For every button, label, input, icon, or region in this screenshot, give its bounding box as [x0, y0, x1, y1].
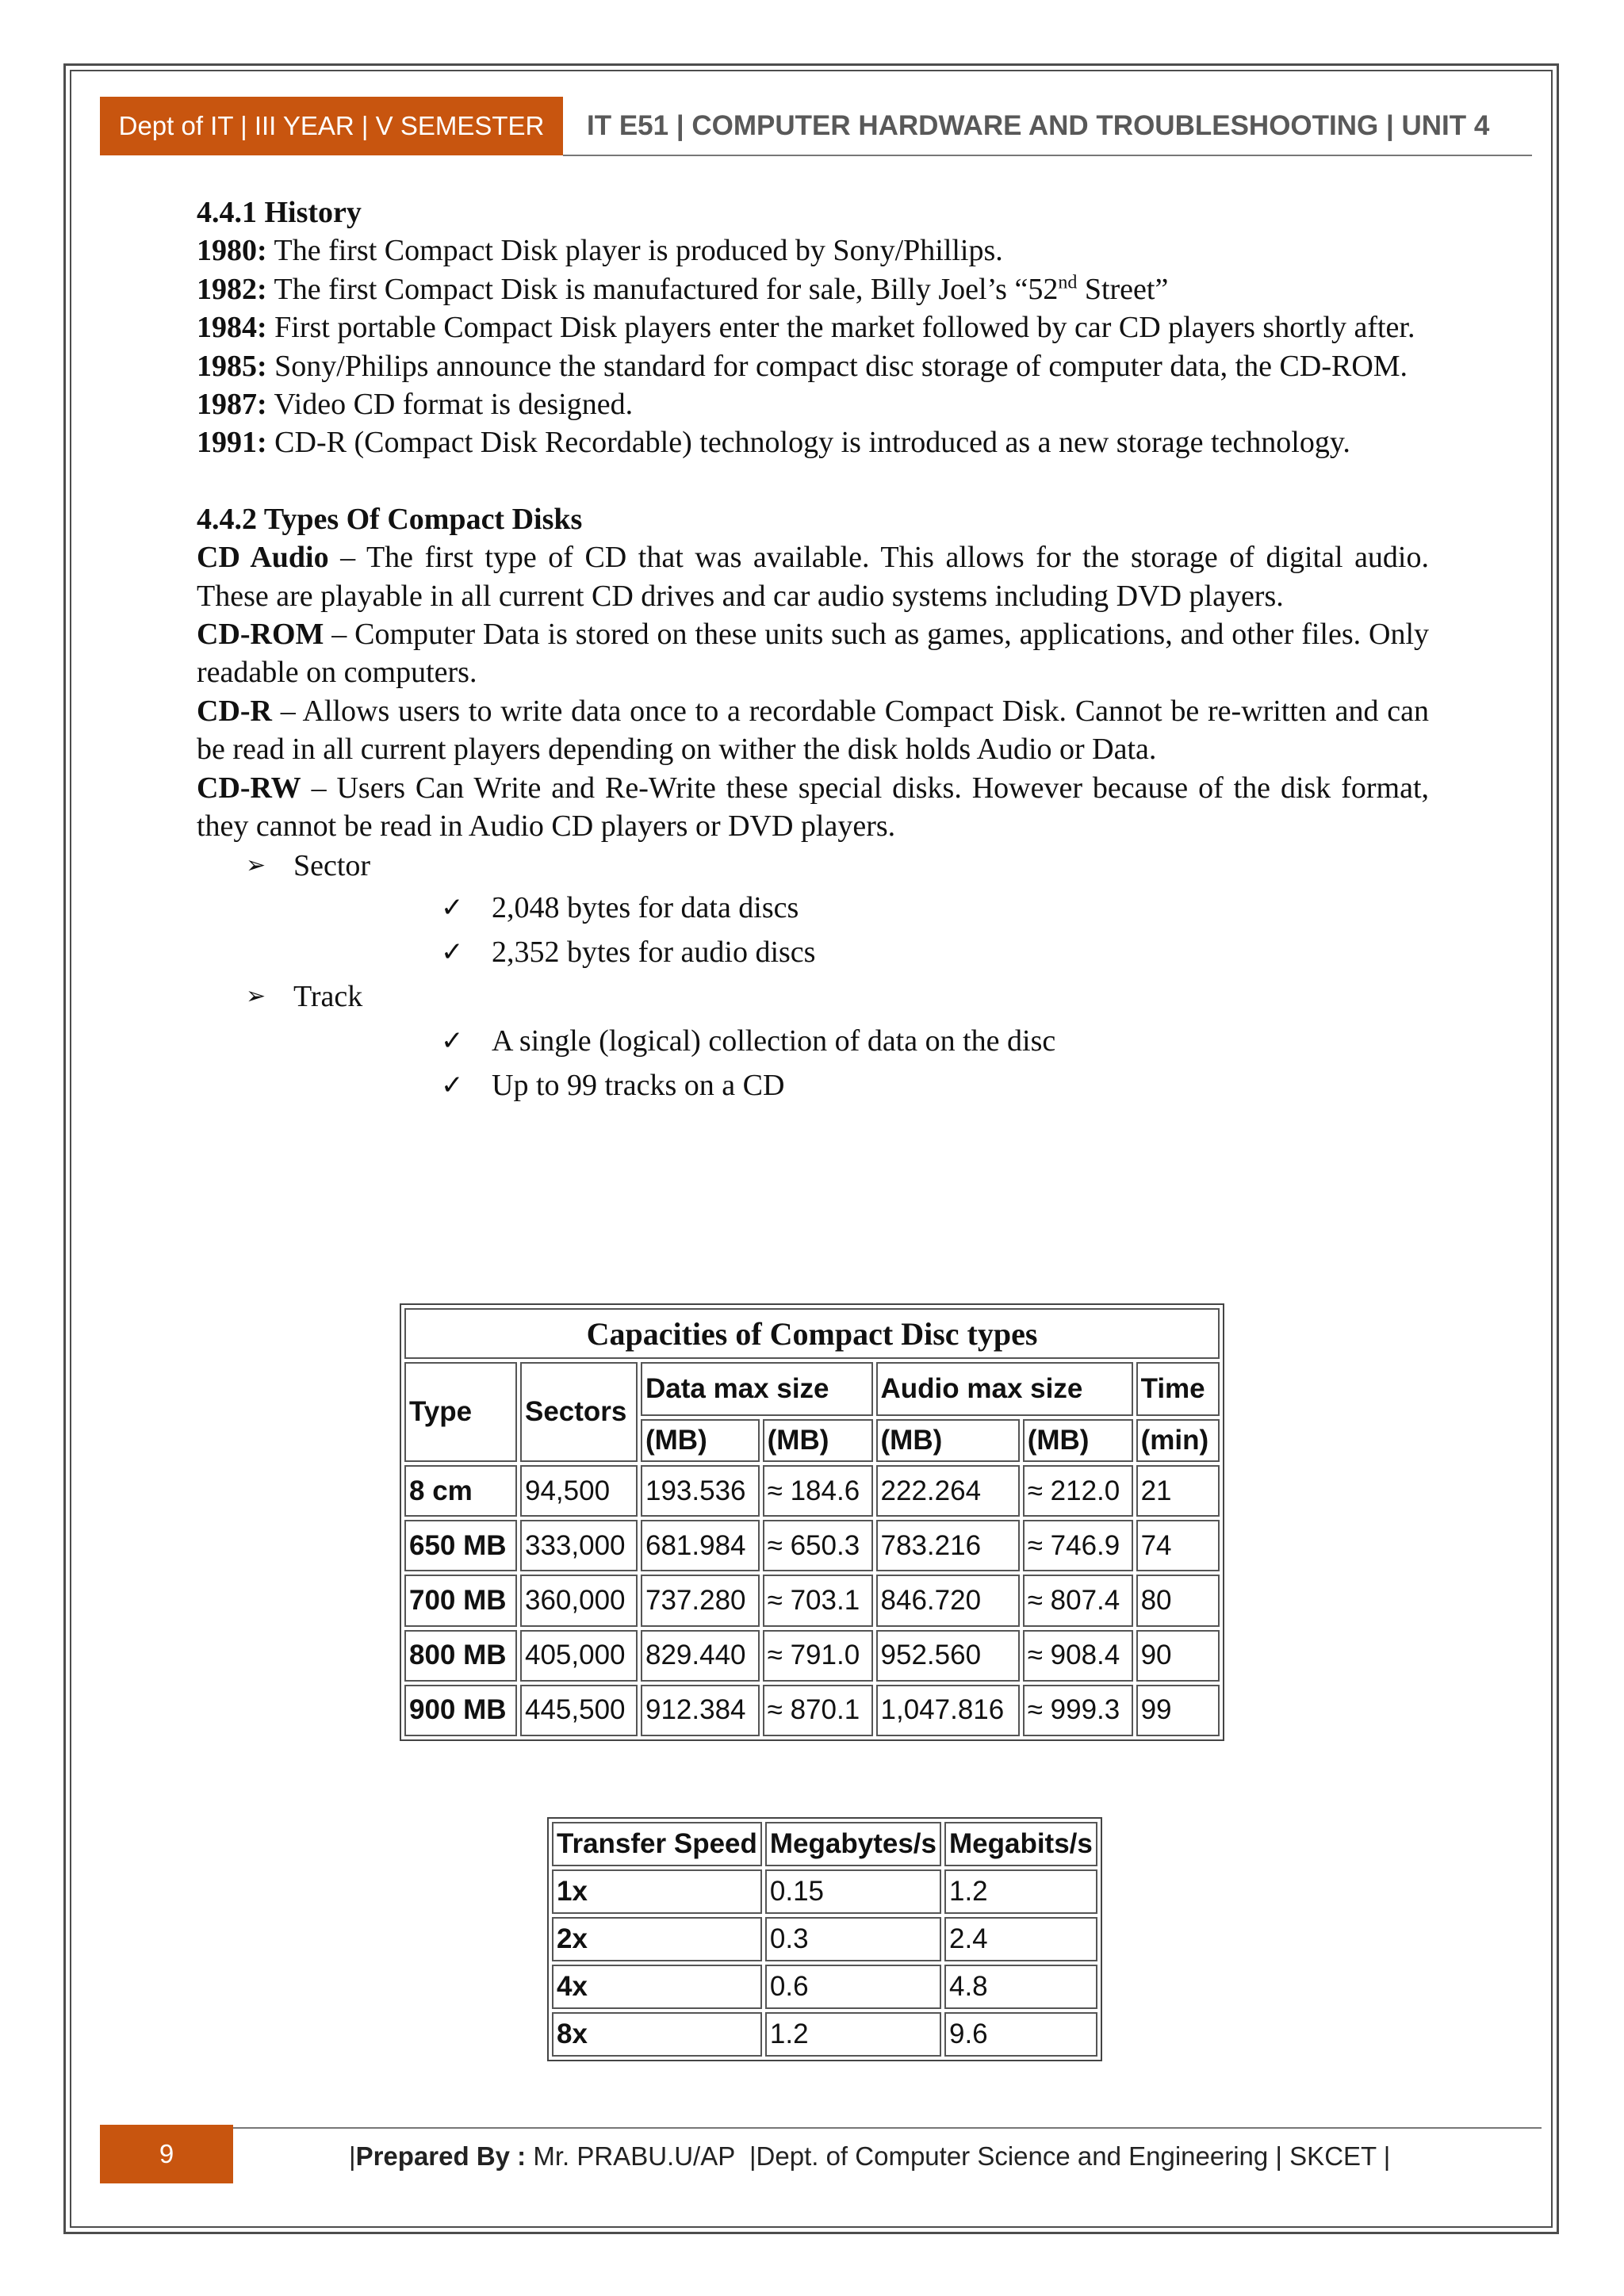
- table-cell: ≈ 999.3: [1023, 1685, 1133, 1736]
- section-title-history: 4.4.1 History: [197, 196, 362, 229]
- table-cell: 783.216: [876, 1520, 1020, 1571]
- table-cell: 1x: [552, 1869, 762, 1914]
- cd-type-text: – Computer Data is stored on these units such as games, applications, and other files. Only readable on computers.: [197, 618, 1430, 690]
- table-cell: 445,500: [520, 1685, 638, 1736]
- history-text: Video CD format is designed.: [274, 388, 634, 422]
- history-year: 1991:: [197, 426, 267, 460]
- table-cell: 681.984: [641, 1520, 760, 1571]
- footer-prepared-label: Prepared By :: [355, 2141, 527, 2171]
- header-unit: (MB): [1023, 1419, 1133, 1462]
- history-year: 1984:: [197, 311, 267, 345]
- header-course-title: IT E51 | COMPUTER HARDWARE AND TROUBLESHOOTING | UNIT 4: [587, 110, 1490, 141]
- section-title-types: 4.4.2 Types Of Compact Disks: [197, 502, 583, 536]
- cd-type-name: CD-ROM: [197, 618, 324, 652]
- table-cell: 0.15: [765, 1869, 941, 1914]
- bullet-label: Sector: [293, 848, 371, 882]
- table-cell: 405,000: [520, 1630, 638, 1682]
- table-cell: 21: [1136, 1465, 1220, 1517]
- table-cell: 0.6: [765, 1965, 941, 2009]
- table-cell: 900 MB: [404, 1685, 517, 1736]
- check-item-text: 2,352 bytes for audio discs: [492, 935, 816, 969]
- header-dept-label: Dept of IT | III YEAR | V SEMESTER: [100, 97, 563, 155]
- cd-type-name: CD-R: [197, 694, 272, 728]
- table-row: [404, 1630, 1220, 1682]
- history-item: [197, 347, 1429, 385]
- header-unit: (MB): [876, 1419, 1020, 1462]
- table-cell: 193.536: [641, 1465, 760, 1517]
- table-row: [404, 1575, 1220, 1626]
- history-text-after: Street”: [1077, 272, 1169, 306]
- cd-type-text: – The first type of CD that was available. This allows for the storage of digital audio. These are playable in all current CD drives and car audio systems including DVD players.: [197, 541, 1429, 613]
- table-row: [552, 1869, 1097, 1914]
- history-year: 1982:: [197, 272, 267, 306]
- cd-type-text: – Allows users to write data once to a recordable Compact Disk. Cannot be re-written and can be read in all current players depending on wither the disk holds Audio or Data.: [197, 694, 1429, 767]
- table-cell: 94,500: [520, 1465, 638, 1517]
- table-cell: 8 cm: [404, 1465, 517, 1517]
- table-row: [552, 1917, 1097, 1961]
- cd-type-item: [197, 538, 1429, 615]
- table-row: [552, 1965, 1097, 2009]
- check-item-text: 2,048 bytes for data discs: [492, 890, 799, 924]
- history-text: The first Compact Disk is manufactured for sale, Billy Joel’s “52: [274, 272, 1059, 306]
- table-row: [404, 1520, 1220, 1571]
- cd-type-item: [197, 692, 1429, 769]
- header-unit: (MB): [641, 1419, 760, 1462]
- history-year: 1980:: [197, 234, 267, 268]
- table-cell: 360,000: [520, 1575, 638, 1626]
- footer-prepared-text: Mr. PRABU.U/AP |Dept. of Computer Science and Engineering | SKCET |: [526, 2141, 1391, 2171]
- bullet-label: Track: [293, 979, 363, 1013]
- table-cell: ≈ 184.6: [763, 1465, 873, 1517]
- table-cell: 1,047.816: [876, 1685, 1020, 1736]
- table-cell: ≈ 807.4: [1023, 1575, 1133, 1626]
- table-header-cell: Megabits/s: [944, 1822, 1097, 1866]
- header-sectors: Sectors: [520, 1362, 638, 1462]
- cd-type-name: CD-RW: [197, 771, 301, 805]
- table-cell: 700 MB: [404, 1575, 517, 1626]
- table-cell: 912.384: [641, 1685, 760, 1736]
- table-cell: 2.4: [944, 1917, 1097, 1961]
- cd-type-name: CD Audio: [197, 541, 329, 575]
- table-cell: 737.280: [641, 1575, 760, 1626]
- history-year: 1985:: [197, 349, 267, 383]
- history-item: [197, 270, 1429, 308]
- history-item: [197, 385, 1429, 423]
- footer-rule: [233, 2127, 1542, 2129]
- table-cell: ≈ 703.1: [763, 1575, 873, 1626]
- table-header-cell: Megabytes/s: [765, 1822, 941, 1866]
- transfer-speed-table: [547, 1817, 1102, 2061]
- table-cell: 2x: [552, 1917, 762, 1961]
- table-cell: 74: [1136, 1520, 1220, 1571]
- table-title: Capacities of Compact Disc types: [404, 1308, 1220, 1359]
- header-unit: (MB): [763, 1419, 873, 1462]
- table-cell: 222.264: [876, 1465, 1020, 1517]
- table-cell: 90: [1136, 1630, 1220, 1682]
- arrow-bullet-icon: ➢: [246, 851, 266, 879]
- table-header-row: [552, 1822, 1097, 1866]
- cd-type-item: [197, 615, 1429, 692]
- table-cell: 4.8: [944, 1965, 1097, 2009]
- table-cell: 846.720: [876, 1575, 1020, 1626]
- history-year: 1987:: [197, 388, 267, 422]
- table-cell: 4x: [552, 1965, 762, 2009]
- checkmark-icon: ✓: [441, 1069, 464, 1101]
- check-item: [197, 1019, 1429, 1063]
- superscript: nd: [1058, 272, 1078, 293]
- arrow-bullet-icon: ➢: [246, 982, 266, 1010]
- table-cell: ≈ 746.9: [1023, 1520, 1133, 1571]
- checkmark-icon: ✓: [441, 1024, 464, 1057]
- table-row: [404, 1685, 1220, 1736]
- checkmark-icon: ✓: [441, 891, 464, 924]
- header-type: Type: [404, 1362, 517, 1462]
- history-text: CD-R (Compact Disk Recordable) technology is introduced as a new storage technology.: [274, 426, 1350, 460]
- bullet-sector: [197, 846, 1429, 886]
- footer-page-number: 9: [100, 2125, 233, 2183]
- cd-type-text: – Users Can Write and Re-Write these special disks. However because of the disk format, they cannot be read in Audio CD players or DVD players.: [197, 771, 1430, 844]
- main-content: [197, 193, 1429, 1108]
- table-cell: 8x: [552, 2012, 762, 2057]
- table-cell: 952.560: [876, 1630, 1020, 1682]
- check-item-text: A single (logical) collection of data on the disc: [492, 1024, 1056, 1058]
- footer-credit: [349, 2133, 1459, 2180]
- header-rule: [563, 155, 1532, 156]
- table-cell: ≈ 212.0: [1023, 1465, 1133, 1517]
- table-row: [404, 1465, 1220, 1517]
- bullet-track: [197, 974, 1429, 1019]
- table-cell: 0.3: [765, 1917, 941, 1961]
- cd-type-item: [197, 769, 1429, 846]
- check-item-text: Up to 99 tracks on a CD: [492, 1068, 785, 1102]
- table-cell: ≈ 870.1: [763, 1685, 873, 1736]
- table-cell: 333,000: [520, 1520, 638, 1571]
- table-row: [552, 2012, 1097, 2057]
- table-cell: ≈ 791.0: [763, 1630, 873, 1682]
- history-text: The first Compact Disk player is produced by Sony/Phillips.: [274, 234, 1003, 268]
- table-cell: 1.2: [765, 2012, 941, 2057]
- check-item: [197, 886, 1429, 930]
- header-audio-max: Audio max size: [876, 1362, 1133, 1416]
- header-unit: (min): [1136, 1419, 1220, 1462]
- history-item: [197, 308, 1429, 346]
- table-cell: 650 MB: [404, 1520, 517, 1571]
- history-text: First portable Compact Disk players enter the market followed by car CD players shortly after.: [274, 311, 1415, 345]
- table-header-cell: Transfer Speed: [552, 1822, 762, 1866]
- history-text: Sony/Philips announce the standard for compact disc storage of computer data, the CD-ROM.: [274, 349, 1408, 383]
- capacities-table: [400, 1303, 1224, 1741]
- table-cell: 9.6: [944, 2012, 1097, 2057]
- header-data-max: Data max size: [641, 1362, 873, 1416]
- table-cell: 1.2: [944, 1869, 1097, 1914]
- table-cell: 99: [1136, 1685, 1220, 1736]
- table-cell: 80: [1136, 1575, 1220, 1626]
- history-item: [197, 232, 1429, 270]
- check-item: [197, 1063, 1429, 1108]
- check-item: [197, 930, 1429, 974]
- table-cell: 800 MB: [404, 1630, 517, 1682]
- table-cell: ≈ 650.3: [763, 1520, 873, 1571]
- footer-prefix: |: [349, 2141, 356, 2171]
- header-time: Time: [1136, 1362, 1220, 1416]
- history-item: [197, 423, 1429, 461]
- checkmark-icon: ✓: [441, 936, 464, 968]
- table-cell: ≈ 908.4: [1023, 1630, 1133, 1682]
- table-cell: 829.440: [641, 1630, 760, 1682]
